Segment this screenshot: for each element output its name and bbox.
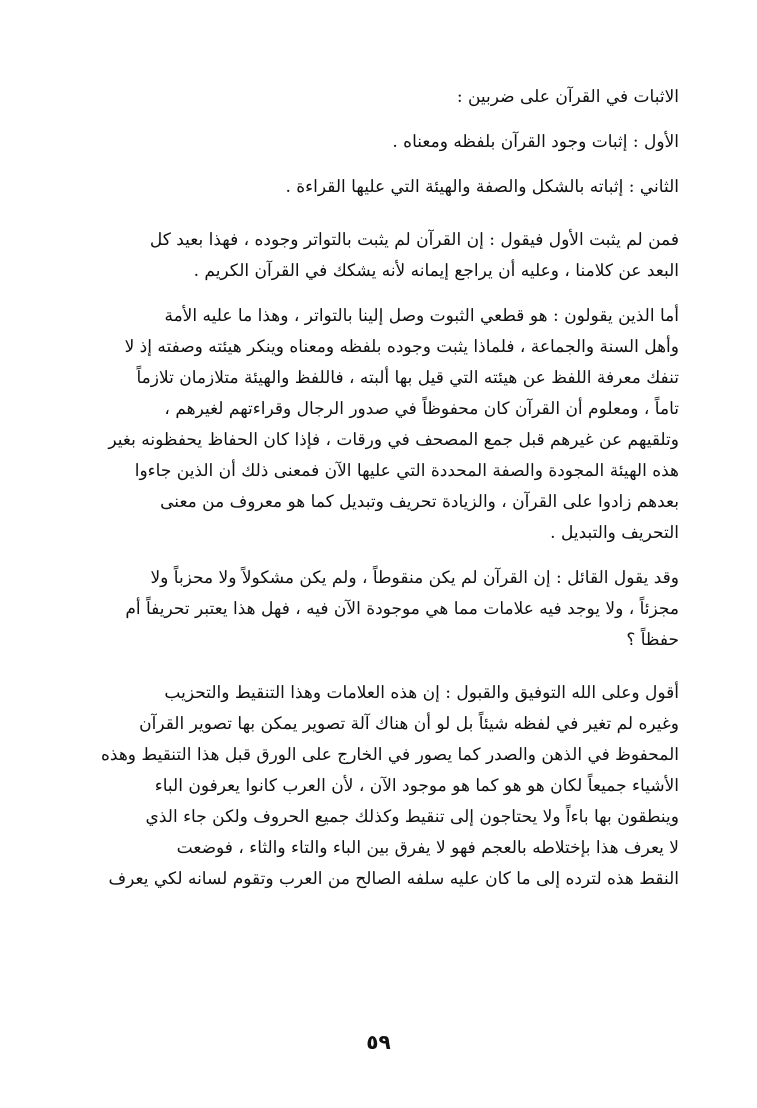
page-number: ٥٩ [366,1030,391,1054]
text-line: تاماً ، ومعلوم أن القرآن كان محفوظاً في صدور الرجال وقراءتهم لغيرهم ، [164,399,679,419]
paragraph-first-kind [71,127,679,158]
text-line: الأشياء جميعاً لكان هو هو كما هو موجود الآن ، لأن العرب كانوا يعرفون الباء [154,776,679,796]
text-line: المحفوظ في الذهن والصدر كما يصور في الخارج على الورق قبل هذا التنقيط وهذه [101,745,679,765]
text-line: وغيره لم تغير في لفظه شيئاً بل لو أن هناك آلة تصوير يمكن بها تصوير القرآن [139,714,679,734]
text-line: لا يعرف هذا بإختلاطه بالعجم فهو لا يفرق بين الباء والتاء والثاء ، فوضعت [176,838,679,858]
page-body [71,82,679,909]
text-line: بعدهم زادوا على القرآن ، والزيادة تحريف وتبديل كما هو معروف من معنى [160,492,679,512]
text-line: وأهل السنة والجماعة ، فلماذا يثبت وجوده بلفظه ومعناه وينكر هيئته وصفته إذ لا [124,337,679,357]
paragraph-second-kind [71,172,679,203]
text-line: وتلقيهم عن غيرهم قبل جمع المصحف في ورقات ، فإذا كان الحفاظ يحفظونه بغير [108,430,679,450]
paragraph-denial [71,225,679,287]
text-line: الاثبات في القرآن على ضربين : [456,87,679,107]
text-line: فمن لم يثبت الأول فيقول : إن القرآن لم يثبت بالتواتر وجوده ، فهذا بعيد كل [149,230,679,250]
text-line: الثاني : إثباته بالشكل والصفة والهيئة التي عليها القراءة . [285,177,679,197]
paragraph-heading [71,82,679,113]
text-line: أما الذين يقولون : هو قطعي الثبوت وصل إلينا بالتواتر ، وهذا ما عليه الأمة [164,306,679,326]
text-line: تنفك معرفة اللفظ عن هيئته التي قيل بها ألبته ، فاللفظ والهيئة متلازمان تلازماً [136,368,679,388]
text-line: أقول وعلى الله التوفيق والقبول : إن هذه العلامات وهذا التنقيط والتحزيب [164,683,679,703]
text-line: الأول : إثبات وجود القرآن بلفظه ومعناه . [392,132,679,152]
text-line: مجزئاً ، ولا يوجد فيه علامات مما هي موجودة الآن فيه ، فهل هذا يعتبر تحريفاً أم [125,599,679,619]
text-line: البعد عن كلامنا ، وعليه أن يراجع إيمانه لأنه يشكك في القرآن الكريم . [193,261,679,281]
text-line: وقد يقول القائل : إن القرآن لم يكن منقوطاً ، ولم يكن مشكولاً ولا محزباً ولا [150,568,679,588]
text-line: وينطقون بها باءاً ولا يحتاجون إلى تنقيط وكذلك جميع الحروف ولكن جاء الذي [145,807,679,827]
paragraph-tawatur [71,301,679,549]
text-line: حفظاً ؟ [626,630,679,650]
text-line: التحريف والتبديل . [550,523,679,543]
paragraph-answer [71,678,679,895]
text-line: هذه الهيئة المجودة والصفة المحددة التي عليها الآن فمعنى ذلك أن الذين جاءوا [134,461,679,481]
text-line: النقط هذه لترده إلى ما كان عليه سلفه الصالح من العرب وتقوم لسانه لكي يعرف [108,869,679,889]
paragraph-question [71,563,679,656]
